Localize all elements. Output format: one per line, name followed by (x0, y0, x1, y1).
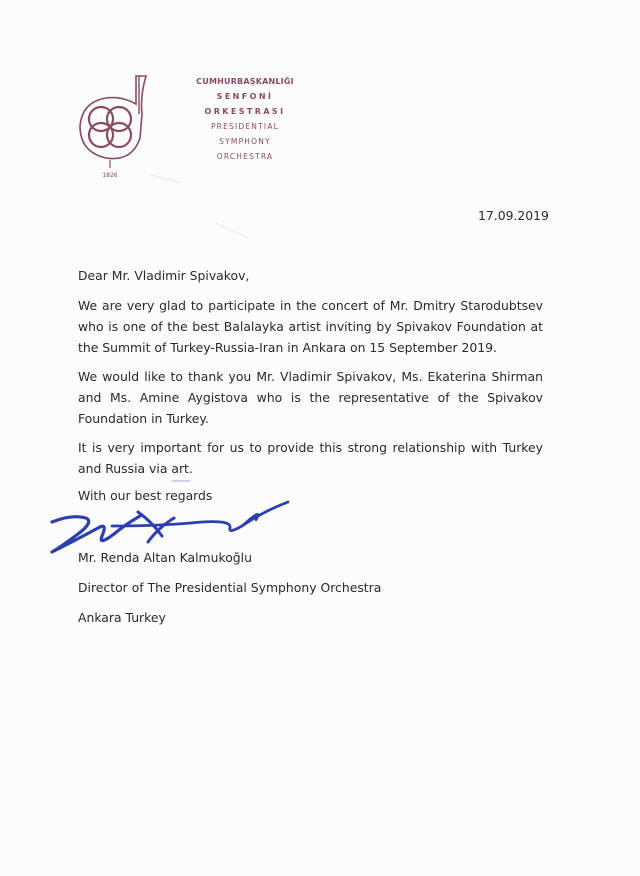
horn-emblem-icon (76, 74, 156, 180)
signer-location: Ankara Turkey (78, 610, 166, 625)
signer-title: Director of The Presidential Symphony Orchestra (78, 580, 382, 595)
signer-name: Mr. Renda Altan Kalmukoğlu (78, 550, 252, 565)
closing: With our best regards (78, 488, 213, 503)
ink-mark (172, 480, 190, 482)
letter-date: 17.09.2019 (478, 208, 549, 223)
salutation: Dear Mr. Vladimir Spivakov, (78, 268, 250, 283)
letterhead-line: SYMPHONY (219, 137, 271, 146)
paragraph: We would like to thank you Mr. Vladimir Spivakov, Ms. Ekaterina Shirman and Ms. Amine Aygistova who is the representative of the Spivakov Foundation in Turkey. (78, 369, 543, 426)
letterhead-line: ORCHESTRA (216, 152, 274, 161)
paragraph: We are very glad to participate in the concert of Mr. Dmitry Starodubtsev who is one of the best Balalayka artist inviting by Spivakov Foundation at the Summit of Turkey-Russia-Iran in Ankara on 15 September 2019. (78, 298, 543, 355)
scan-artifact (215, 222, 248, 238)
paragraph: It is very important for us to provide this strong relationship with Turkey and Russia via art. (78, 440, 543, 476)
letterhead-logo (76, 74, 294, 184)
letterhead-text (170, 74, 320, 164)
emblem-year: 1826 (102, 172, 118, 179)
letter-body (78, 265, 543, 487)
letterhead-line: SENFONİ (216, 92, 274, 101)
letterhead-line: PRESIDENTIAL (210, 122, 280, 131)
letterhead-line: ORKESTRASI (204, 107, 286, 116)
letterhead-line: CUMHURBAŞKANLIĞI (196, 77, 294, 86)
